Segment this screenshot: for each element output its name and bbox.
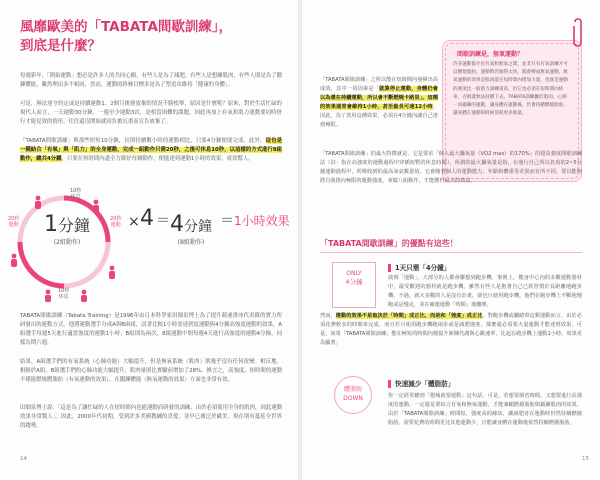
result-text: 1小時效果 — [234, 214, 290, 228]
paragraph-history: TABATA間歇訓練（Tabata Training）是1996年由日本科學家田畑泉博士為了提升競速滑冰代表隊的實力所研發出的運動方式。他將運動選手分成A與B兩組，試著比較1小時需達到度運動與4分鐘高強度運動的效果，A組選手每週5天進行適當強度的運動1小時；B組則為兩次，8組運動中間每週4天進行高強度的運動4分鐘，同樣為期六週。 — [20, 313, 282, 346]
sets-note: (8組動作) — [177, 239, 205, 246]
benefit-1-title-text: 1天只需「4分鐘」 — [395, 264, 451, 272]
highlighted-text: 就算停止運動，身體仍會以為還在持續運動，所以會不斷燃燒卡路里」。這種的效果通常會維持1小時，甚至最長可達12小時 — [320, 86, 438, 110]
one-minute-block — [44, 212, 90, 252]
figure-icon — [82, 290, 87, 295]
left-page — [0, 0, 298, 480]
text: ，只要在短時間內盡全力做好每個動作，便能達到運動1小時的效果，成效驚人。 — [61, 156, 254, 162]
paragraph-problem: 可是，無法達守約定或是持續運動1、2個月後便放棄的情況不勝枚舉，原因是什麼呢？原來，對於生活忙碌的現代人而言，一天運動30分鐘，一週至少運動3次，是相當困難的課題，因此再加上有氧和肌力運動要同時併行才能見效的情形，往往還沒開始就因負擔沉重而宣告放棄了。 — [20, 101, 282, 125]
badge-label: ONLY — [346, 270, 362, 277]
times-sign: × — [128, 214, 140, 230]
tabata-cycle-diagram — [8, 184, 294, 304]
paragraph-results: 結果，A組選手們的有氧系統（心肺功能）大幅提升，但是無氧系統（肌肉）則幾乎沒有任何改變。相反地，相較於A組，B組選手們的心肺功能大幅提升，肌肉量則比實驗前增加了28%，換言之，高強度、短時間的運動不僅能燃燒體脂肪（有氧運動的效果），在鍛鍊體能（無氧運動的效果）方面也非常有效。 — [20, 359, 282, 383]
paragraph-intro: 每週新年，「開始運動」想必是許多人的共同心願。有些人是為了減肥，有些人是想練肌肉，有些人則是為了鍛鍊體能。雖然理由多不相同，然而，運動的終極目標多是為了塑造出維持「健康的身體」。 — [20, 73, 282, 88]
page-number-right: 15 — [582, 456, 589, 462]
equals-sign: ＝ — [156, 213, 170, 229]
four-minute-block — [170, 212, 212, 252]
text: 。對跑步機或腳踏車這類運動而言，由於必須花費較多的時間來完成，而且若只使用跑步機跑兩步或是減肥速度，那麼還必須要大量運動才能達到效果。可是，如果「TABATA間歇訓練」能在極短的時間內便提升新陳代謝與心跳速率，比起在跑步機上運動1小時，效果更為顯著。 — [320, 313, 582, 346]
figure-icon — [46, 290, 51, 295]
section-title: 「TABATA間歇訓練」的優點有這些！ — [320, 239, 458, 248]
body-fat-down-badge — [334, 376, 372, 414]
title-line-1: 風靡歐美的「TABATA間歇訓練」， — [20, 19, 233, 35]
benefit-1-title — [388, 262, 450, 272]
figure-icon — [36, 196, 41, 201]
highlighted-text: 運動的效果不是取決於「時間」成正比，而是和「強度」成正比 — [335, 313, 483, 319]
benefit-2-title-text: 快速減少「體脂肪」 — [395, 380, 455, 388]
figure-icon — [11, 259, 17, 267]
paragraph-quote: 田畑泉博士說：「這是為了讓忙碌的人在短時間內也能運動而研發的訓練，由於必須使用全身的肌肉，因此運動效果非常驚人」。因此，2000年代初期，受到許多美國教練的喜愛，並早已廣泛於歐美，現在則有蔓延全世界的趨勢。 — [20, 405, 282, 429]
figure-icon — [45, 295, 51, 302]
paragraph-vo2max: 「TABATA間歇訓練」的最大特徵就是，它是要求「個人最大攝氧量（VO2 max）的170%」的超高強度間歇訓練法（註：指在高強度的運動過程中穿插短暫的休息時間）。所謂的最大攝氧量是指，在運行自己所以負荷的2~5分鐘運動過程中，所吸收到的最高氧氣數量值。它會隨著個人的運動能力、年齡和體重等差異而有所不同。要以能夠將自我推向極限的運動強度，來做八組動作，才能獲得最大的效益。 — [320, 151, 582, 184]
benefit-1-text-2 — [320, 312, 582, 348]
figure-icon — [109, 271, 115, 279]
paperclip-icon — [570, 18, 586, 48]
paragraph-afterburn — [320, 76, 438, 130]
figure-icon — [110, 266, 115, 271]
note-body: 許多運動都介於有氧和無氧之間，並非只有有氧訓練才可以燃燒脂肪。運動時若做得太快，就會變成無氧運動，無氧運動的效果是肌肉能在短時間內增加力量，也就是運動的強度比一般肌力訓練還高，但它也必須在短時間內結束，否則就無法持續下去。TABATA訓練屬於肌肉、心肺一同鍛鍊的運動，讓身體在運動後，仍會持續燃燒脂肪，讓身體在運動的時候消耗更多熱量。 — [453, 62, 568, 117]
one-value: 1 — [44, 212, 58, 237]
title-bar — [388, 380, 391, 388]
minute-unit: 分鐘 — [58, 216, 91, 235]
benefit-2-title — [388, 378, 454, 388]
label-work-left: 20秒 運動 — [8, 216, 20, 228]
multiplier: 4 — [140, 206, 154, 231]
paragraph-tabata-intro — [20, 137, 282, 164]
label-rest-bottom: 10秒 休息 — [58, 288, 70, 300]
badge-value: DOWN — [343, 395, 363, 402]
page-title — [20, 18, 282, 56]
four-value: 4 — [170, 212, 184, 237]
figure-icon — [93, 205, 99, 213]
label-rest-top: 10秒 休息 — [70, 188, 82, 200]
text: 「TABATA間歇訓練」與那些短短10分鐘，長則持續數小時的運動相比，只要4分鐘便能完成。此外， — [20, 138, 266, 144]
title-line-2: 到底是什麼？ — [20, 38, 101, 54]
section-divider — [320, 252, 582, 253]
figure-icon — [81, 295, 87, 302]
text: 。因此，為了善用這種效果，必須在4分鐘內讓自己達到極限。 — [320, 104, 438, 128]
highlighted-text: 這也是一種結合「有氧」與「肌力」的全身運動，完成一組動作只需20秒，之後可休息10秒，以這樣的方式進行8組動作，總共4分鐘 — [20, 138, 282, 162]
minute-unit-2: 分鐘 — [184, 219, 212, 235]
page-number-left: 14 — [20, 456, 27, 462]
equals-sign-2: ＝ — [220, 213, 234, 229]
text: 然而， — [320, 313, 336, 319]
figure-icon — [94, 200, 99, 205]
benefit-2-text: 你一定經常聽到「想瘦就要運動」這句話。可是，若想要節省時間，又想要進行高強度的運動，一定還是要結合有氧和無氧運動，才能兼顧燃燒脂肪與鍛鍊肌肉的效果。由於「TABATA間歇訓練」時間短、強度高的緣故，讓減肥者在運動時仍然持續燃燒脂肪，需要花費的時間更比其他運動少，且能讓身體在運動後依然持續燃燒脂肪。 — [388, 393, 582, 426]
only-4min-badge — [332, 262, 376, 308]
title-bar — [388, 264, 391, 272]
text: 「TABATA間歇訓練」之所以能在短時間內發揮出高成效，其中一項因素是「 — [320, 77, 438, 92]
label-work-right: 20秒 運動 — [110, 216, 122, 228]
badge-value: 4分鐘 — [345, 278, 363, 286]
note-title: 間歇訓練是，無氧運動？ — [457, 51, 524, 58]
right-page — [302, 0, 600, 480]
figure-icon — [35, 201, 41, 209]
cycle-note: (2組動作) — [53, 239, 81, 246]
figure-icon — [12, 254, 17, 259]
badge-label: 體脂肪 — [343, 386, 362, 393]
benefit-1-text: 談到「運動」，大部分的人都會聯想到跑步機、事實上，健身中心內的多數運動器材中，最受歡迎的器材就是跑步機。雖然有些人是抱著自己已經習慣於長距離地跑步機，不過，就大多數的人是沒有計畫，卻也只使用跑步機，他們在跑步機上不斷地慢跑或是慢走，並在確運運動「時間」後離開。 — [388, 275, 582, 308]
